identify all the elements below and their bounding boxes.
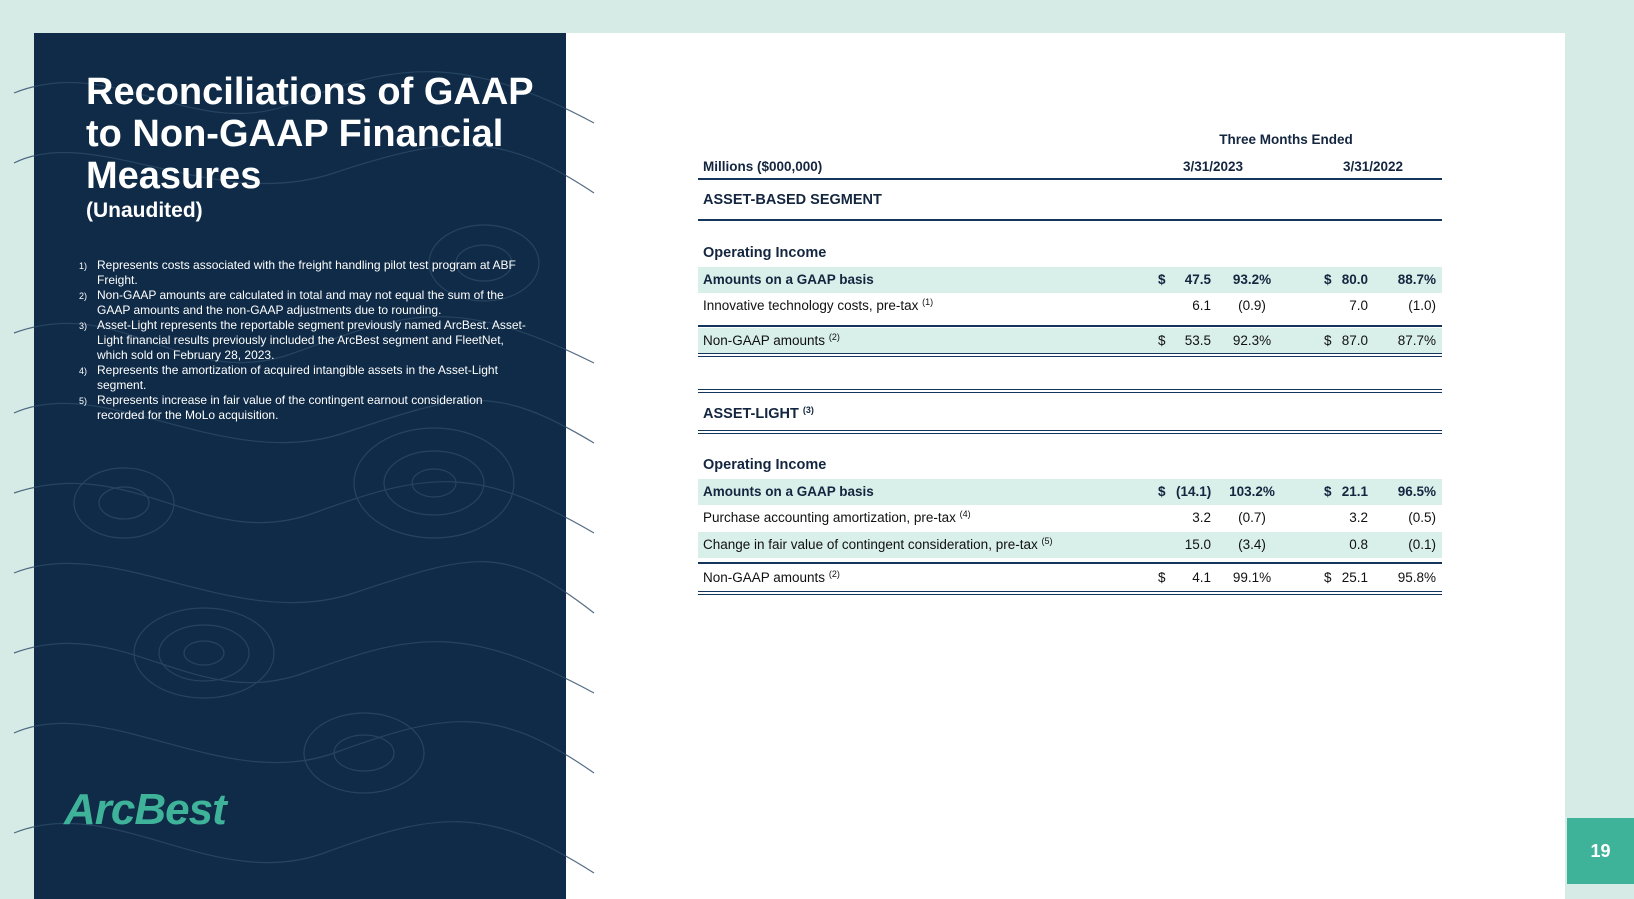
currency-symbol-text: $ xyxy=(1158,333,1166,348)
value-2023-text: 3.2 xyxy=(1192,510,1211,525)
row-label xyxy=(703,328,840,354)
table-row xyxy=(698,267,1442,293)
row-label-text: Non-GAAP amounts xyxy=(703,570,826,585)
footnote-ref: (5) xyxy=(1041,536,1053,546)
currency-symbol-text: $ xyxy=(1324,484,1332,499)
currency-symbol xyxy=(1324,267,1332,293)
page-title: Reconciliations of GAAP to Non-GAAP Financial Measures xyxy=(86,71,533,197)
value-2023-text: 53.5 xyxy=(1184,333,1211,348)
value-2022 xyxy=(1338,532,1368,558)
table-row xyxy=(698,505,1442,531)
table-row xyxy=(698,479,1442,505)
percent-2023 xyxy=(1226,267,1278,293)
value-2022-text: 7.0 xyxy=(1349,298,1368,313)
percent-2022-text: 95.8% xyxy=(1397,570,1436,585)
footnote-item xyxy=(79,363,529,393)
currency-symbol xyxy=(1158,479,1166,505)
percent-2023-text: (3.4) xyxy=(1238,537,1266,552)
footnote-item xyxy=(79,318,529,363)
percent-2023-text: (0.9) xyxy=(1238,298,1266,313)
footnote-number: 4) xyxy=(79,366,88,376)
left-panel xyxy=(34,33,566,899)
value-2023 xyxy=(1176,293,1211,319)
value-2022 xyxy=(1338,565,1368,591)
currency-symbol-text: $ xyxy=(1324,570,1332,585)
footnote-ref: (2) xyxy=(828,569,840,579)
value-2022 xyxy=(1338,505,1368,531)
subheading-operating-income: Operating Income xyxy=(703,457,827,473)
total-double-rule xyxy=(698,591,1442,595)
value-2023-text: 6.1 xyxy=(1192,298,1211,313)
percent-2022 xyxy=(1384,293,1436,319)
row-label xyxy=(703,479,874,505)
percent-2023 xyxy=(1226,565,1278,591)
value-2023 xyxy=(1176,532,1211,558)
table-row xyxy=(698,532,1442,558)
value-2023 xyxy=(1176,505,1211,531)
footnote-text: Represents costs associated with the freight handling pilot test program at ABF Freight. xyxy=(97,258,516,287)
row-label xyxy=(703,267,874,293)
total-rule xyxy=(698,325,1442,327)
value-2022 xyxy=(1338,267,1368,293)
footnote-text: Represents increase in fair value of the contingent earnout consideration recorded for the MoLo acquisition. xyxy=(97,393,483,422)
currency-symbol xyxy=(1324,565,1332,591)
percent-2023-text: 93.2% xyxy=(1232,272,1272,287)
value-2022-text: 21.1 xyxy=(1341,484,1368,499)
value-2022 xyxy=(1338,328,1368,354)
section-title-asset-based: ASSET-BASED SEGMENT xyxy=(703,192,882,208)
section-footnote-ref: (3) xyxy=(802,405,814,415)
percent-2022-text: (0.1) xyxy=(1408,537,1436,552)
footnote-text: Non-GAAP amounts are calculated in total and may not equal the sum of the GAAP amounts and the non-GAAP adjustments due to rounding. xyxy=(97,288,504,317)
page-subtitle: (Unaudited) xyxy=(86,199,203,222)
table-row xyxy=(698,293,1442,319)
currency-symbol xyxy=(1158,565,1166,591)
percent-2023 xyxy=(1226,479,1278,505)
footnote-number: 1) xyxy=(79,261,88,271)
percent-2022-text: 88.7% xyxy=(1397,272,1436,287)
section-rule-double xyxy=(698,430,1442,434)
currency-symbol xyxy=(1158,328,1166,354)
row-label xyxy=(703,505,971,531)
footnote-ref: (4) xyxy=(959,509,971,519)
section-title-text: ASSET-LIGHT xyxy=(703,406,799,422)
value-2023-text: 15.0 xyxy=(1184,537,1211,552)
value-2023-text: (14.1) xyxy=(1176,484,1212,499)
row-label-text: Non-GAAP amounts xyxy=(703,333,826,348)
percent-2022-text: 96.5% xyxy=(1397,484,1436,499)
footnote-number: 5) xyxy=(79,396,88,406)
currency-symbol-text: $ xyxy=(1158,484,1166,499)
value-2023 xyxy=(1176,479,1211,505)
units-label: Millions ($000,000) xyxy=(703,159,823,174)
row-label xyxy=(703,565,840,591)
footnotes-list xyxy=(79,258,529,423)
row-label-text: Purchase accounting amortization, pre-tax xyxy=(703,510,956,525)
column-header-2023: 3/31/2023 xyxy=(1182,159,1244,174)
percent-2023-text: 92.3% xyxy=(1232,333,1272,348)
subheading-operating-income: Operating Income xyxy=(703,245,827,261)
header-rule xyxy=(698,178,1442,180)
footnote-ref: (1) xyxy=(922,297,934,307)
row-label-text: Amounts on a GAAP basis xyxy=(703,272,874,287)
value-2023 xyxy=(1176,328,1211,354)
percent-2022 xyxy=(1384,267,1436,293)
value-2022 xyxy=(1338,293,1368,319)
footnote-item xyxy=(79,393,529,423)
column-header-2022: 3/31/2022 xyxy=(1342,159,1404,174)
section-rule-double xyxy=(698,389,1442,393)
percent-2022-text: (1.0) xyxy=(1408,298,1436,313)
percent-2023 xyxy=(1226,293,1278,319)
percent-2023-text: 99.1% xyxy=(1232,570,1272,585)
total-row xyxy=(698,328,1442,354)
page-number-badge: 19 xyxy=(1567,818,1634,884)
total-row xyxy=(698,565,1442,591)
value-2023 xyxy=(1176,267,1211,293)
total-rule xyxy=(698,562,1442,564)
percent-2023-text: (0.7) xyxy=(1238,510,1266,525)
row-label-text: Innovative technology costs, pre-tax xyxy=(703,298,919,313)
value-2022-text: 25.1 xyxy=(1341,570,1368,585)
currency-symbol-text: $ xyxy=(1324,333,1332,348)
percent-2023 xyxy=(1226,328,1278,354)
percent-2023 xyxy=(1226,532,1278,558)
percent-2022 xyxy=(1384,328,1436,354)
footnote-item xyxy=(79,258,529,288)
percent-2022 xyxy=(1384,479,1436,505)
footnote-number: 2) xyxy=(79,291,88,301)
footnote-text: Asset-Light represents the reportable segment previously named ArcBest. Asset-Light financial results previously included the ArcBest segment and FleetNet, which sold on February 28, 2023. xyxy=(97,318,526,362)
percent-2022-text: (0.5) xyxy=(1408,510,1436,525)
currency-symbol-text: $ xyxy=(1158,272,1166,287)
percent-2022-text: 87.7% xyxy=(1397,333,1436,348)
period-header: Three Months Ended xyxy=(1219,132,1353,147)
value-2022-text: 0.8 xyxy=(1349,537,1368,552)
currency-symbol xyxy=(1324,328,1332,354)
section-title-asset-light xyxy=(703,399,814,429)
percent-2022 xyxy=(1384,505,1436,531)
value-2023-text: 4.1 xyxy=(1192,570,1211,585)
row-label-text: Change in fair value of contingent consideration, pre-tax xyxy=(703,537,1038,552)
row-label xyxy=(703,293,933,319)
footnote-ref: (2) xyxy=(828,332,840,342)
currency-symbol xyxy=(1324,479,1332,505)
percent-2023 xyxy=(1226,505,1278,531)
value-2022-text: 87.0 xyxy=(1341,333,1368,348)
slide xyxy=(34,33,1611,899)
value-2022-text: 80.0 xyxy=(1341,272,1368,287)
total-double-rule xyxy=(698,353,1442,357)
percent-2022 xyxy=(1384,532,1436,558)
footnote-text: Represents the amortization of acquired intangible assets in the Asset-Light segment. xyxy=(97,363,498,392)
row-label xyxy=(703,532,1052,558)
percent-2023-text: 103.2% xyxy=(1229,484,1275,499)
value-2023-text: 47.5 xyxy=(1184,272,1211,287)
currency-symbol-text: $ xyxy=(1324,272,1332,287)
value-2022 xyxy=(1338,479,1368,505)
currency-symbol-text: $ xyxy=(1158,570,1166,585)
section-rule xyxy=(698,219,1442,221)
currency-symbol xyxy=(1158,267,1166,293)
arcbest-logo: ArcBest xyxy=(64,785,226,834)
value-2022-text: 3.2 xyxy=(1349,510,1368,525)
row-label-text: Amounts on a GAAP basis xyxy=(703,484,874,499)
value-2023 xyxy=(1176,565,1211,591)
footnote-item xyxy=(79,288,529,318)
footnote-number: 3) xyxy=(79,321,88,331)
percent-2022 xyxy=(1384,565,1436,591)
